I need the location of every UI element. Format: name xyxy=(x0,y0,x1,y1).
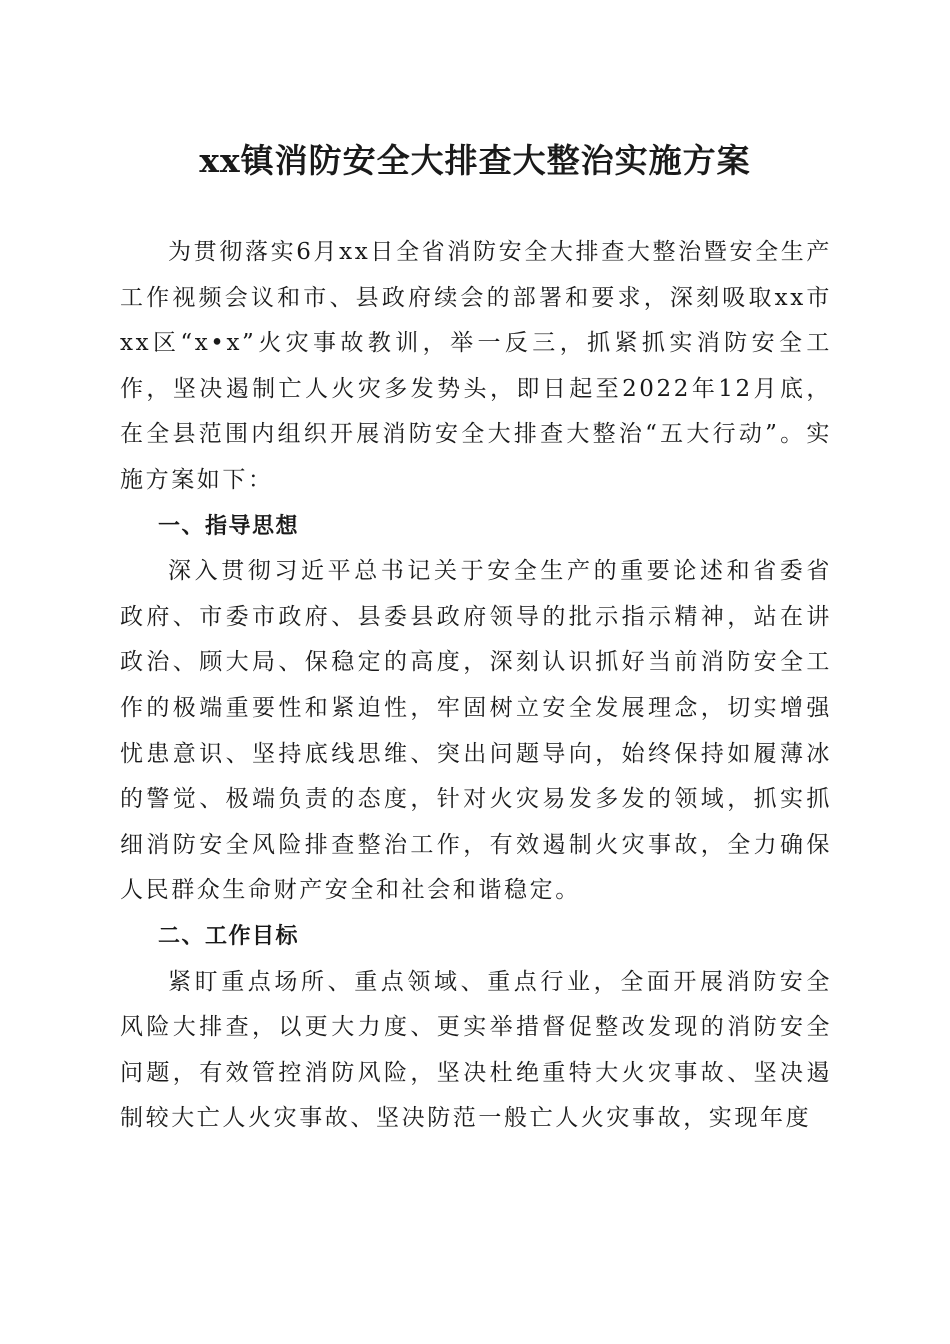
section-paragraph-guiding-ideology: 深入贯彻习近平总书记关于安全生产的重要论述和省委省政府、市委市政府、县委县政府领导的批示指示精神，站在讲政治、顾大局、保稳定的高度，深刻认识抓好当前消防安全工作的极端重要性和紧迫性，牢固树立安全发展理念，切实增强忧患意识、坚持底线思维、突出问题导向，始终保持如履薄冰的警觉、极端负责的态度，针对火灾易发多发的领域，抓实抓细消防安全风险排查整治工作，有效遏制火灾事故，全力确保人民群众生命财产安全和社会和谐稳定。 xyxy=(120,558,832,904)
section-heading-guiding-ideology: 一、指导思想 xyxy=(158,513,300,539)
document-title: xx镇消防安全大排查大整治实施方案 xyxy=(199,141,751,180)
document-body xyxy=(120,230,832,1142)
section-paragraph-work-goals: 紧盯重点场所、重点领域、重点行业，全面开展消防安全风险大排查，以更大力度、更实举措督促整改发现的消防安全问题，有效管控消防风险，坚决杜绝重特大火灾事故、坚决遏制较大亡人火灾事故、坚决防范一般亡人火灾事故，实现年度 xyxy=(120,968,832,1132)
section-heading-work-goals: 二、工作目标 xyxy=(158,923,300,949)
intro-paragraph: 为贯彻落实6月xx日全省消防安全大排查大整治暨安全生产工作视频会议和市、县政府续会的部署和要求，深刻吸取xx市xx区“x•x”火灾事故教训，举一反三，抓紧抓实消防安全工作，坚决遏制亡人火灾多发势头，即日起至2022年12月底，在全县范围内组织开展消防安全大排查大整治“五大行动”。实施方案如下： xyxy=(120,239,832,493)
